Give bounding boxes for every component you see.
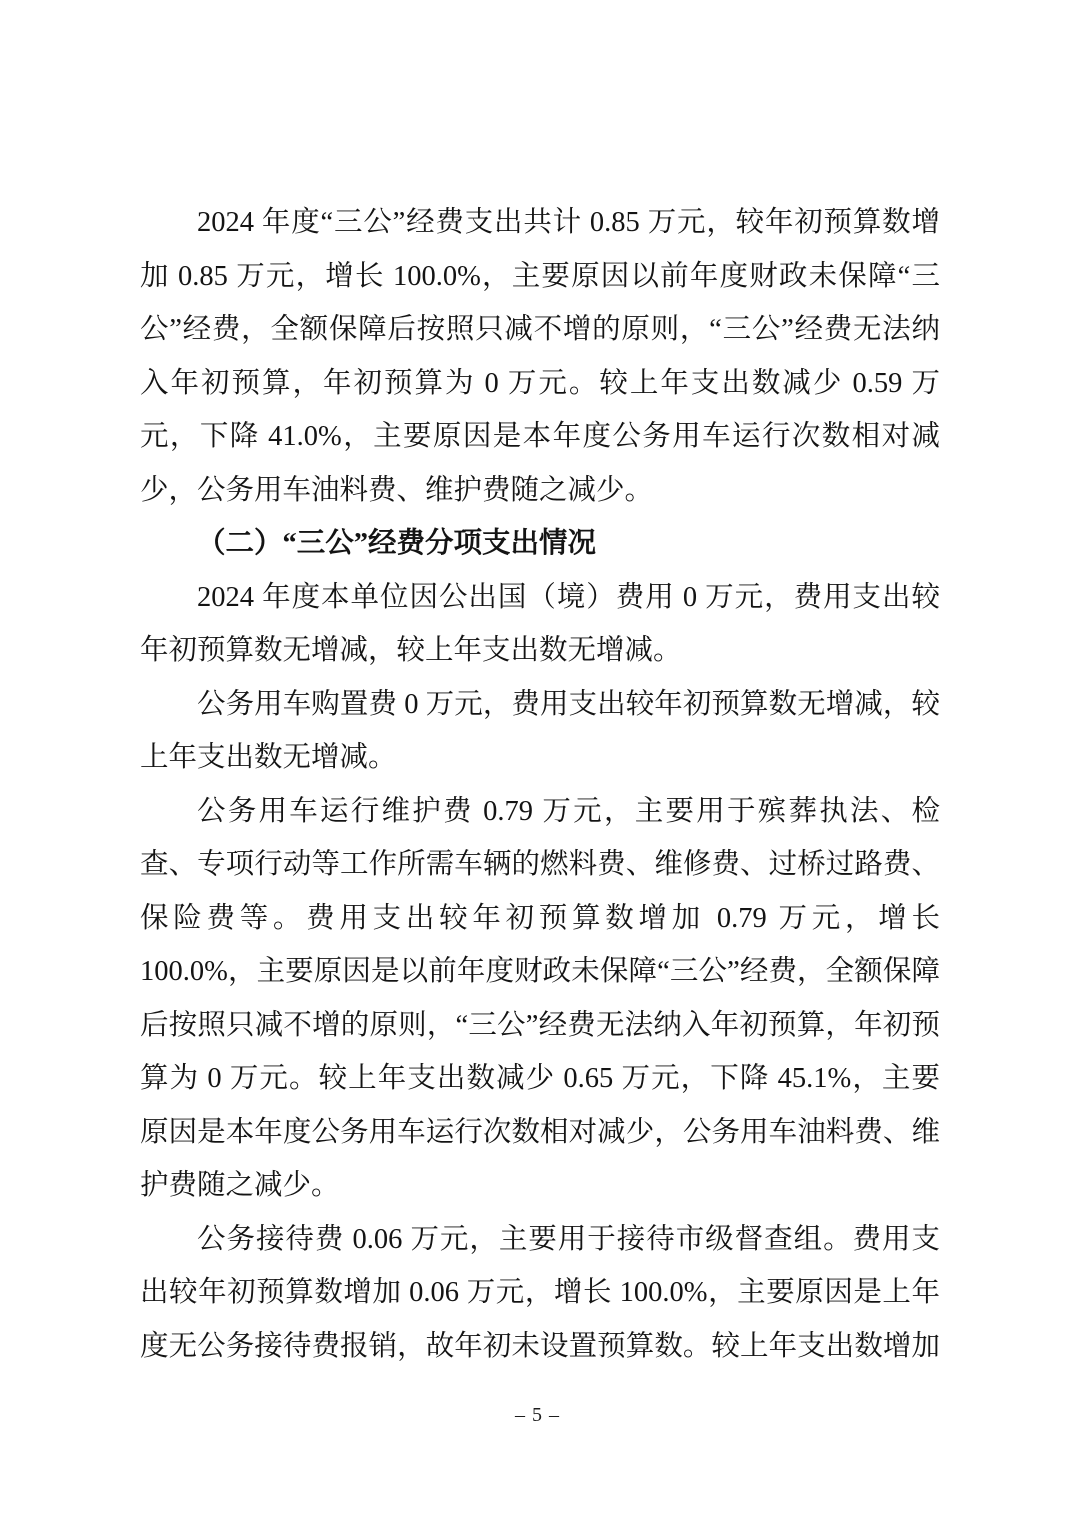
section-heading-itemized-expenses: （二）“三公”经费分项支出情况 [197,528,597,559]
paragraph-vehicle-purchase: 公务用车购置费 0 万元，费用支出较年初预算数无增减，较上年支出数无增减。 [140,688,940,773]
page-number: – 5 – [515,1404,560,1426]
paragraph-official-reception: 公务接待费 0.06 万元，主要用于接待市级督查组。费用支出较年初预算数增加 0.06 万元，增长 100.0%，主要原因是上年度无公务接待费报销，故年初未设置预算数。较上年支出数增加 [140,1223,940,1362]
document-body [140,196,940,1373]
paragraph-three-public-total: 2024 年度“三公”经费支出共计 0.85 万元，较年初预算数增加 0.85 万元，增长 100.0%，主要原因以前年度财政未保障“三公”经费，全额保障后按照只减不增的原则，“三公”经费无法纳入年初预算，年初预算为 0 万元。较上年支出数减少 0.59 万元，下降 41.0%，主要原因是本年度公务用车运行次数相对减少，公务用车油料费、维护费随之减少。 [140,207,940,506]
paragraph-overseas-trips: 2024 年度本单位因公出国（境）费用 0 万元，费用支出较年初预算数无增减，较上年支出数无增减。 [140,581,940,666]
paragraph-vehicle-maintenance: 公务用车运行维护费 0.79 万元，主要用于殡葬执法、检查、专项行动等工作所需车辆的燃料费、维修费、过桥过路费、保险费等。费用支出较年初预算数增加 0.79 万元，增长 100.0%，主要原因是以前年度财政未保障“三公”经费，全额保障后按照只减不增的原则，“三公”经费无法纳入年初预算，年初预算为 0 万元。较上年支出数减少 0.65 万元，下降 45.1%，主要原因是本年度公务用车运行次数相对减少，公务用车油料费、维护费随之减少。 [140,795,940,1201]
